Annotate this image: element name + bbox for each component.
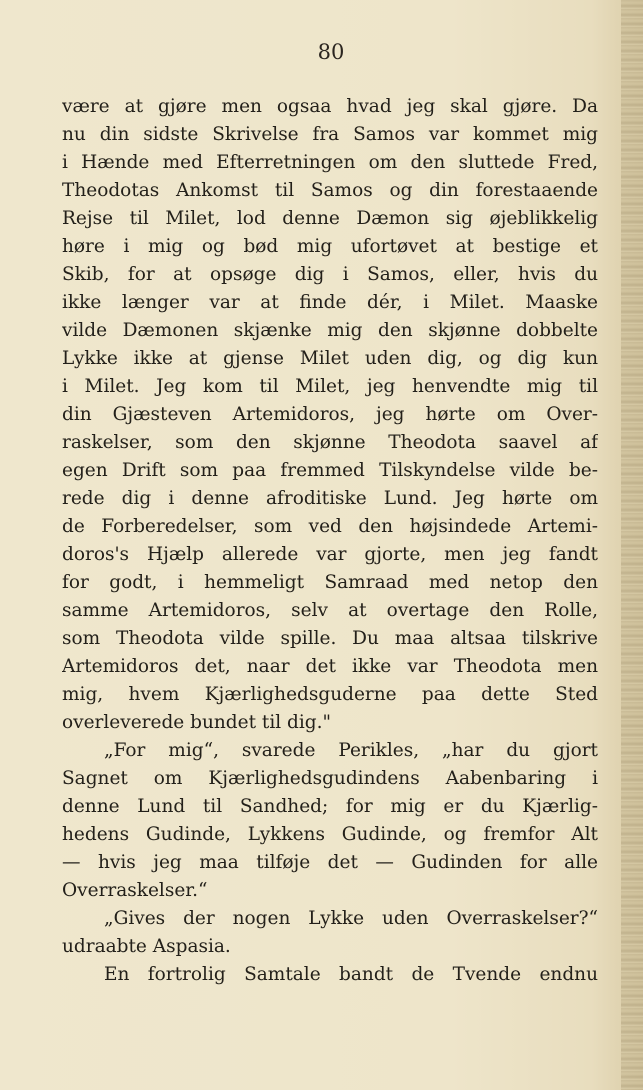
- text-line: som Theodota vilde spille. Du maa altsaa tilskrive: [62, 628, 598, 649]
- page-edge: [621, 0, 643, 1090]
- text-line: Artemidoros det, naar det ikke var Theodota men: [62, 656, 598, 677]
- text-line: Lykke ikke at gjense Milet uden dig, og dig kun: [62, 348, 598, 369]
- text-line: rede dig i denne afroditiske Lund. Jeg hørte om: [62, 488, 598, 509]
- text-line: nu din sidste Skrivelse fra Samos var kommet mig: [62, 124, 598, 145]
- text-line: høre i mig og bød mig ufortøvet at bestige et: [62, 236, 598, 257]
- text-line: egen Drift som paa fremmed Tilskyndelse vilde be-: [62, 460, 598, 481]
- text-line: din Gjæsteven Artemidoros, jeg hørte om Over-: [62, 404, 598, 425]
- text-line: mig, hvem Kjærlighedsguderne paa dette Sted: [62, 684, 598, 705]
- text-line: Rejse til Milet, lod denne Dæmon sig øjeblikkelig: [62, 208, 598, 229]
- text-line: overleverede bundet til dig.": [62, 712, 332, 733]
- text-line: Skib, for at opsøge dig i Samos, eller, hvis du: [62, 264, 598, 285]
- text-line: raskelser, som den skjønne Theodota saavel af: [62, 432, 598, 453]
- text-line: ikke længer var at finde dér, i Milet. Maaske: [62, 292, 598, 313]
- text-line: denne Lund til Sandhed; for mig er du Kjærlig-: [62, 796, 598, 817]
- text-line: „Gives der nogen Lykke uden Overraskelser?“: [104, 908, 598, 929]
- page-number: 80: [317, 40, 345, 64]
- text-line: de Forberedelser, som ved den højsindede Artemi-: [62, 516, 598, 537]
- text-line: være at gjøre men ogsaa hvad jeg skal gjøre. Da: [62, 96, 598, 117]
- text-line: hedens Gudinde, Lykkens Gudinde, og fremfor Alt: [62, 824, 598, 845]
- text-line: En fortrolig Samtale bandt de Tvende endnu: [104, 964, 598, 985]
- text-line: Theodotas Ankomst til Samos og din forestaaende: [62, 180, 598, 201]
- text-line: Overraskelser.“: [62, 880, 208, 901]
- text-line: doros's Hjælp allerede var gjorte, men jeg fandt: [62, 544, 598, 565]
- body-text: [62, 93, 598, 989]
- text-line: Sagnet om Kjærlighedsgudindens Aabenbaring i: [62, 768, 598, 789]
- text-line: „For mig“, svarede Perikles, „har du gjort: [104, 740, 598, 761]
- text-line: vilde Dæmonen skjænke mig den skjønne dobbelte: [62, 320, 598, 341]
- text-line: for godt, i hemmeligt Samraad med netop den: [62, 572, 598, 593]
- text-line: — hvis jeg maa tilføje det — Gudinden for alle: [62, 852, 598, 873]
- text-line: i Milet. Jeg kom til Milet, jeg henvendte mig til: [62, 376, 598, 397]
- text-line: udraabte Aspasia.: [62, 936, 231, 957]
- text-line: i Hænde med Efterretningen om den sluttede Fred,: [62, 152, 598, 173]
- text-line: samme Artemidoros, selv at overtage den Rolle,: [62, 600, 598, 621]
